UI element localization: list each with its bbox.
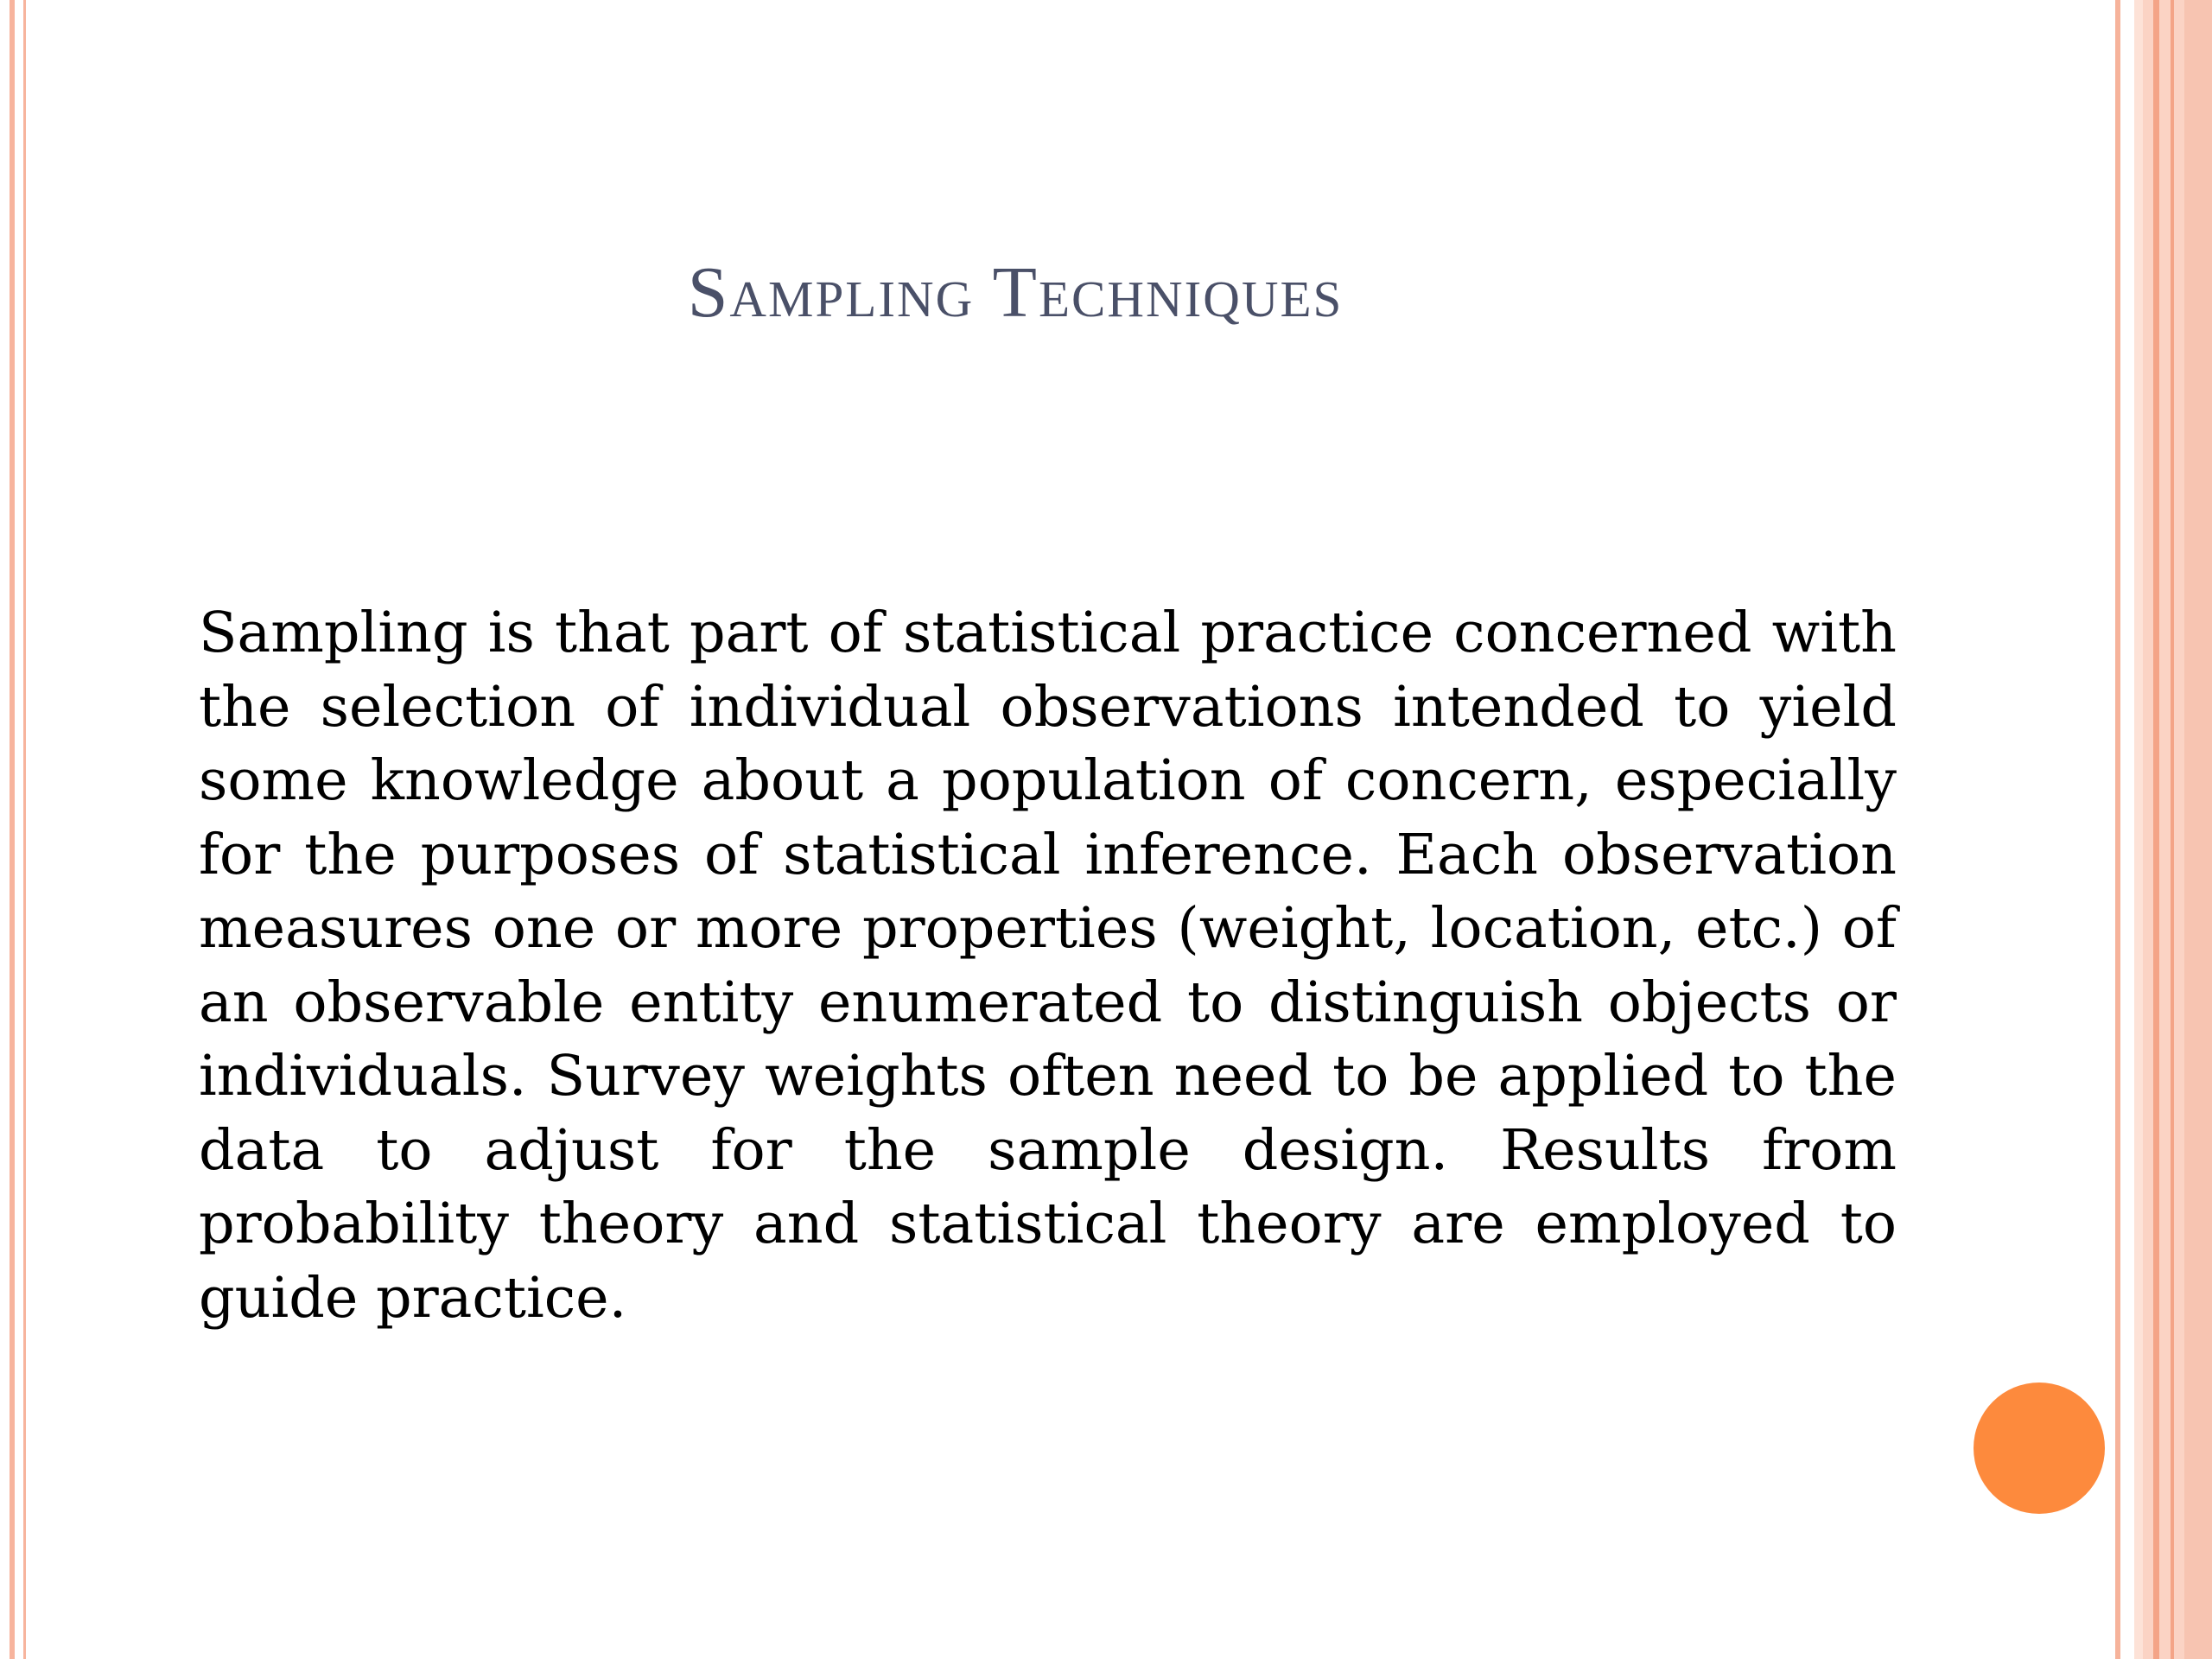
slide-title: Sampling Techniques — [687, 252, 1344, 333]
right-stripe — [2184, 0, 2212, 1659]
accent-dot-icon — [1974, 1382, 2105, 1514]
right-stripe — [2171, 0, 2174, 1659]
slide-body-text: Sampling is that part of statistical practice concerned with the selection of individual observations intended to yield some knowledge about a population of concern, especially for the purposes of statistical inference. Each observation measures one or more properties (weight, location, etc.) of an observable entity enumerated to distinguish objects or individuals. Survey weights often need to be applied to the data to adjust for the sample design. Results from probability theory and statistical theory are employed to guide practice. — [199, 601, 1897, 1331]
right-stripe — [2115, 0, 2120, 1659]
right-stripe — [2134, 0, 2143, 1659]
left-border-line — [10, 0, 15, 1659]
right-stripe — [2153, 0, 2159, 1659]
left-border-line-thin — [23, 0, 26, 1659]
